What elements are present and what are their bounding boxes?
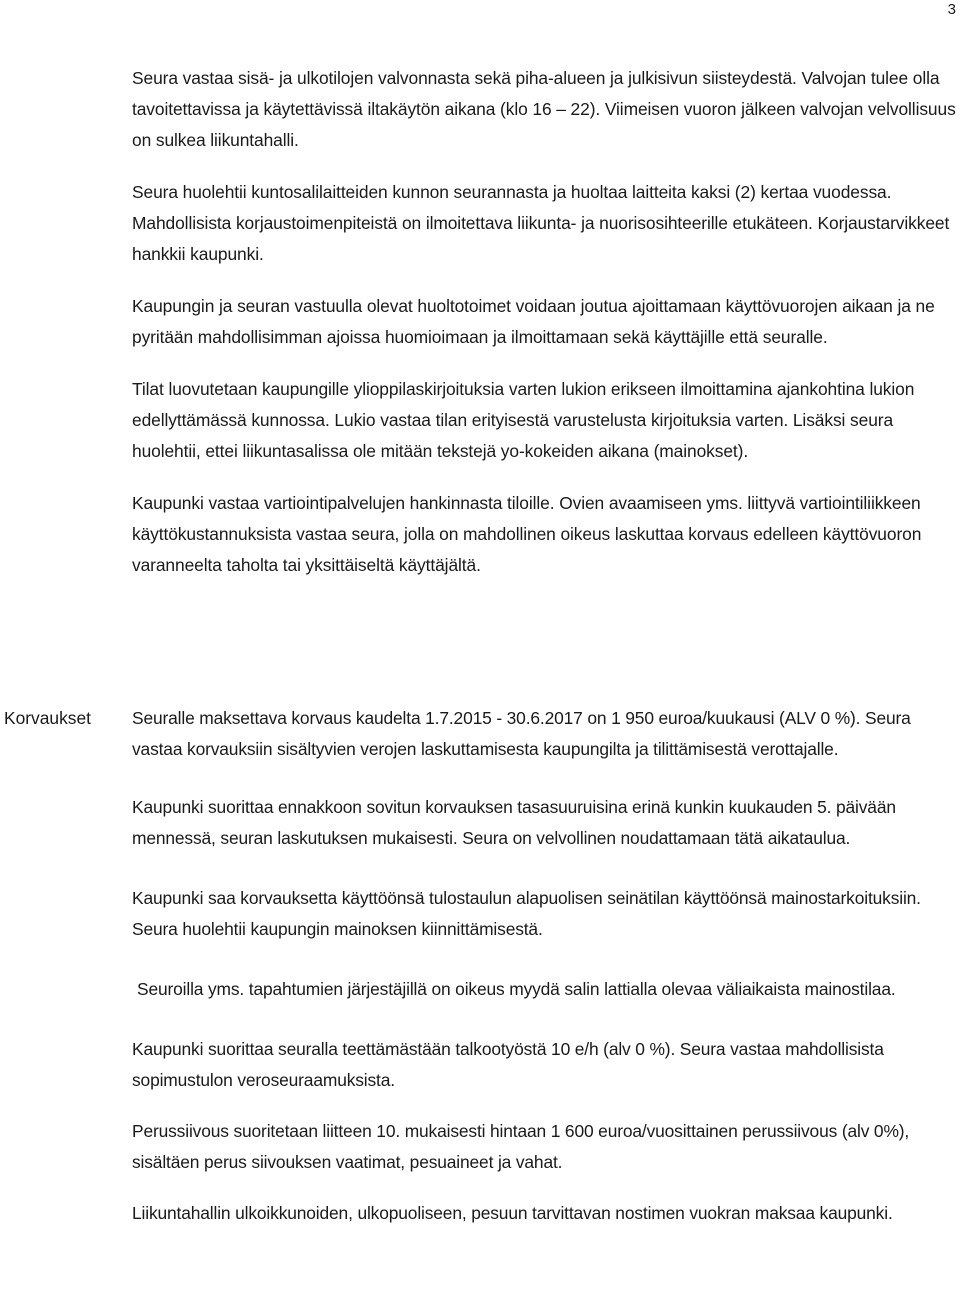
intro-section xyxy=(132,63,956,581)
paragraph-security-services: Kaupunki vastaa vartiointipalvelujen hankinnasta tiloille. Ovien avaamiseen yms. liittyvä vartiointiliikkeen käyttökustannuksista vastaa seura, jolla on mahdollinen oikeus laskuttaa korvaus edelleen käyttövuoron varanneelta taholta tai yksittäiseltä käyttäjältä. xyxy=(132,493,922,575)
paragraph-gym-equipment: Seura huolehtii kuntosalilaitteiden kunnon seurannasta ja huoltaa laitteita kaksi (2) kertaa vuodessa. Mahdollisista korjaustoimenpiteistä on ilmoitettava liikunta- ja nuorisosihteerille etukäteen. Korjaustarvikkeet hankkii kaupunki. xyxy=(132,182,950,264)
paragraph-window-washing: Liikuntahallin ulkoikkunoiden, ulkopuoliseen, pesuun tarvittavan nostimen vuokran maksaa kaupunki. xyxy=(132,1203,893,1223)
korvaukset-body xyxy=(132,703,956,1229)
paragraph-supervision: Seura vastaa sisä- ja ulkotilojen valvonnasta sekä piha-alueen ja julkisivun siisteydestä. Valvojan tulee olla tavoitettavissa ja käytettävissä iltakäytön aikana (klo 16 – 22). Viimeisen vuoron jälkeen valvojan velvollisuus on sulkea liikuntahalli. xyxy=(132,68,956,150)
paragraph-event-advertising: Seuroilla yms. tapahtumien järjestäjillä on oikeus myydä salin lattialla olevaa väliaikaista mainostilaa. xyxy=(137,979,896,999)
section-label-korvaukset: Korvaukset xyxy=(4,708,91,728)
paragraph-payment-schedule: Kaupunki suorittaa ennakkoon sovitun korvauksen tasasuuruisina erinä kunkin kuukauden 5. päivään mennessä, seuran laskutuksen mukaisesti. Seura on velvollinen noudattamaan tätä aikataulua. xyxy=(132,797,896,848)
page-number: 3 xyxy=(947,1,956,18)
paragraph-advertising-wall: Kaupunki saa korvauksetta käyttöönsä tulostaulun alapuolisen seinätilan käyttöönsä mainostarkoituksiin. Seura huolehtii kaupungin mainoksen kiinnittämisestä. xyxy=(132,888,921,939)
paragraph-compensation-amount: Seuralle maksettava korvaus kaudelta 1.7.2015 - 30.6.2017 on 1 950 euroa/kuukausi (ALV 0 %). Seura vastaa korvauksiin sisältyvien verojen laskuttamisesta kaupungilta ja tilittämisestä verottajalle. xyxy=(132,708,911,759)
paragraph-volunteer-work: Kaupunki suorittaa seuralla teettämästään talkootyöstä 10 e/h (alv 0 %). Seura vastaa mahdollisista sopimustulon veroseuraamuksista. xyxy=(132,1039,884,1090)
paragraph-maintenance: Kaupungin ja seuran vastuulla olevat huoltotoimet voidaan joutua ajoittamaan käyttövuorojen aikaan ja ne pyritään mahdollisimman ajoissa huomioimaan ja ilmoittamaan sekä käyttäjille että seuralle. xyxy=(132,296,935,347)
paragraph-basic-cleaning: Perussiivous suoritetaan liitteen 10. mukaisesti hintaan 1 600 euroa/vuosittainen perussiivous (alv 0%), sisältäen perus siivouksen vaatimat, pesuaineet ja vahat. xyxy=(132,1121,910,1172)
paragraph-matriculation-exams: Tilat luovutetaan kaupungille ylioppilaskirjoituksia varten lukion erikseen ilmoittamina ajankohtina lukion edellyttämässä kunnossa. Lukio vastaa tilan erityisestä varustelusta kirjoituksia varten. Lisäksi seura huolehtii, ettei liikuntasalissa ole mitään tekstejä yo-kokeiden aikana (mainokset). xyxy=(132,379,915,461)
